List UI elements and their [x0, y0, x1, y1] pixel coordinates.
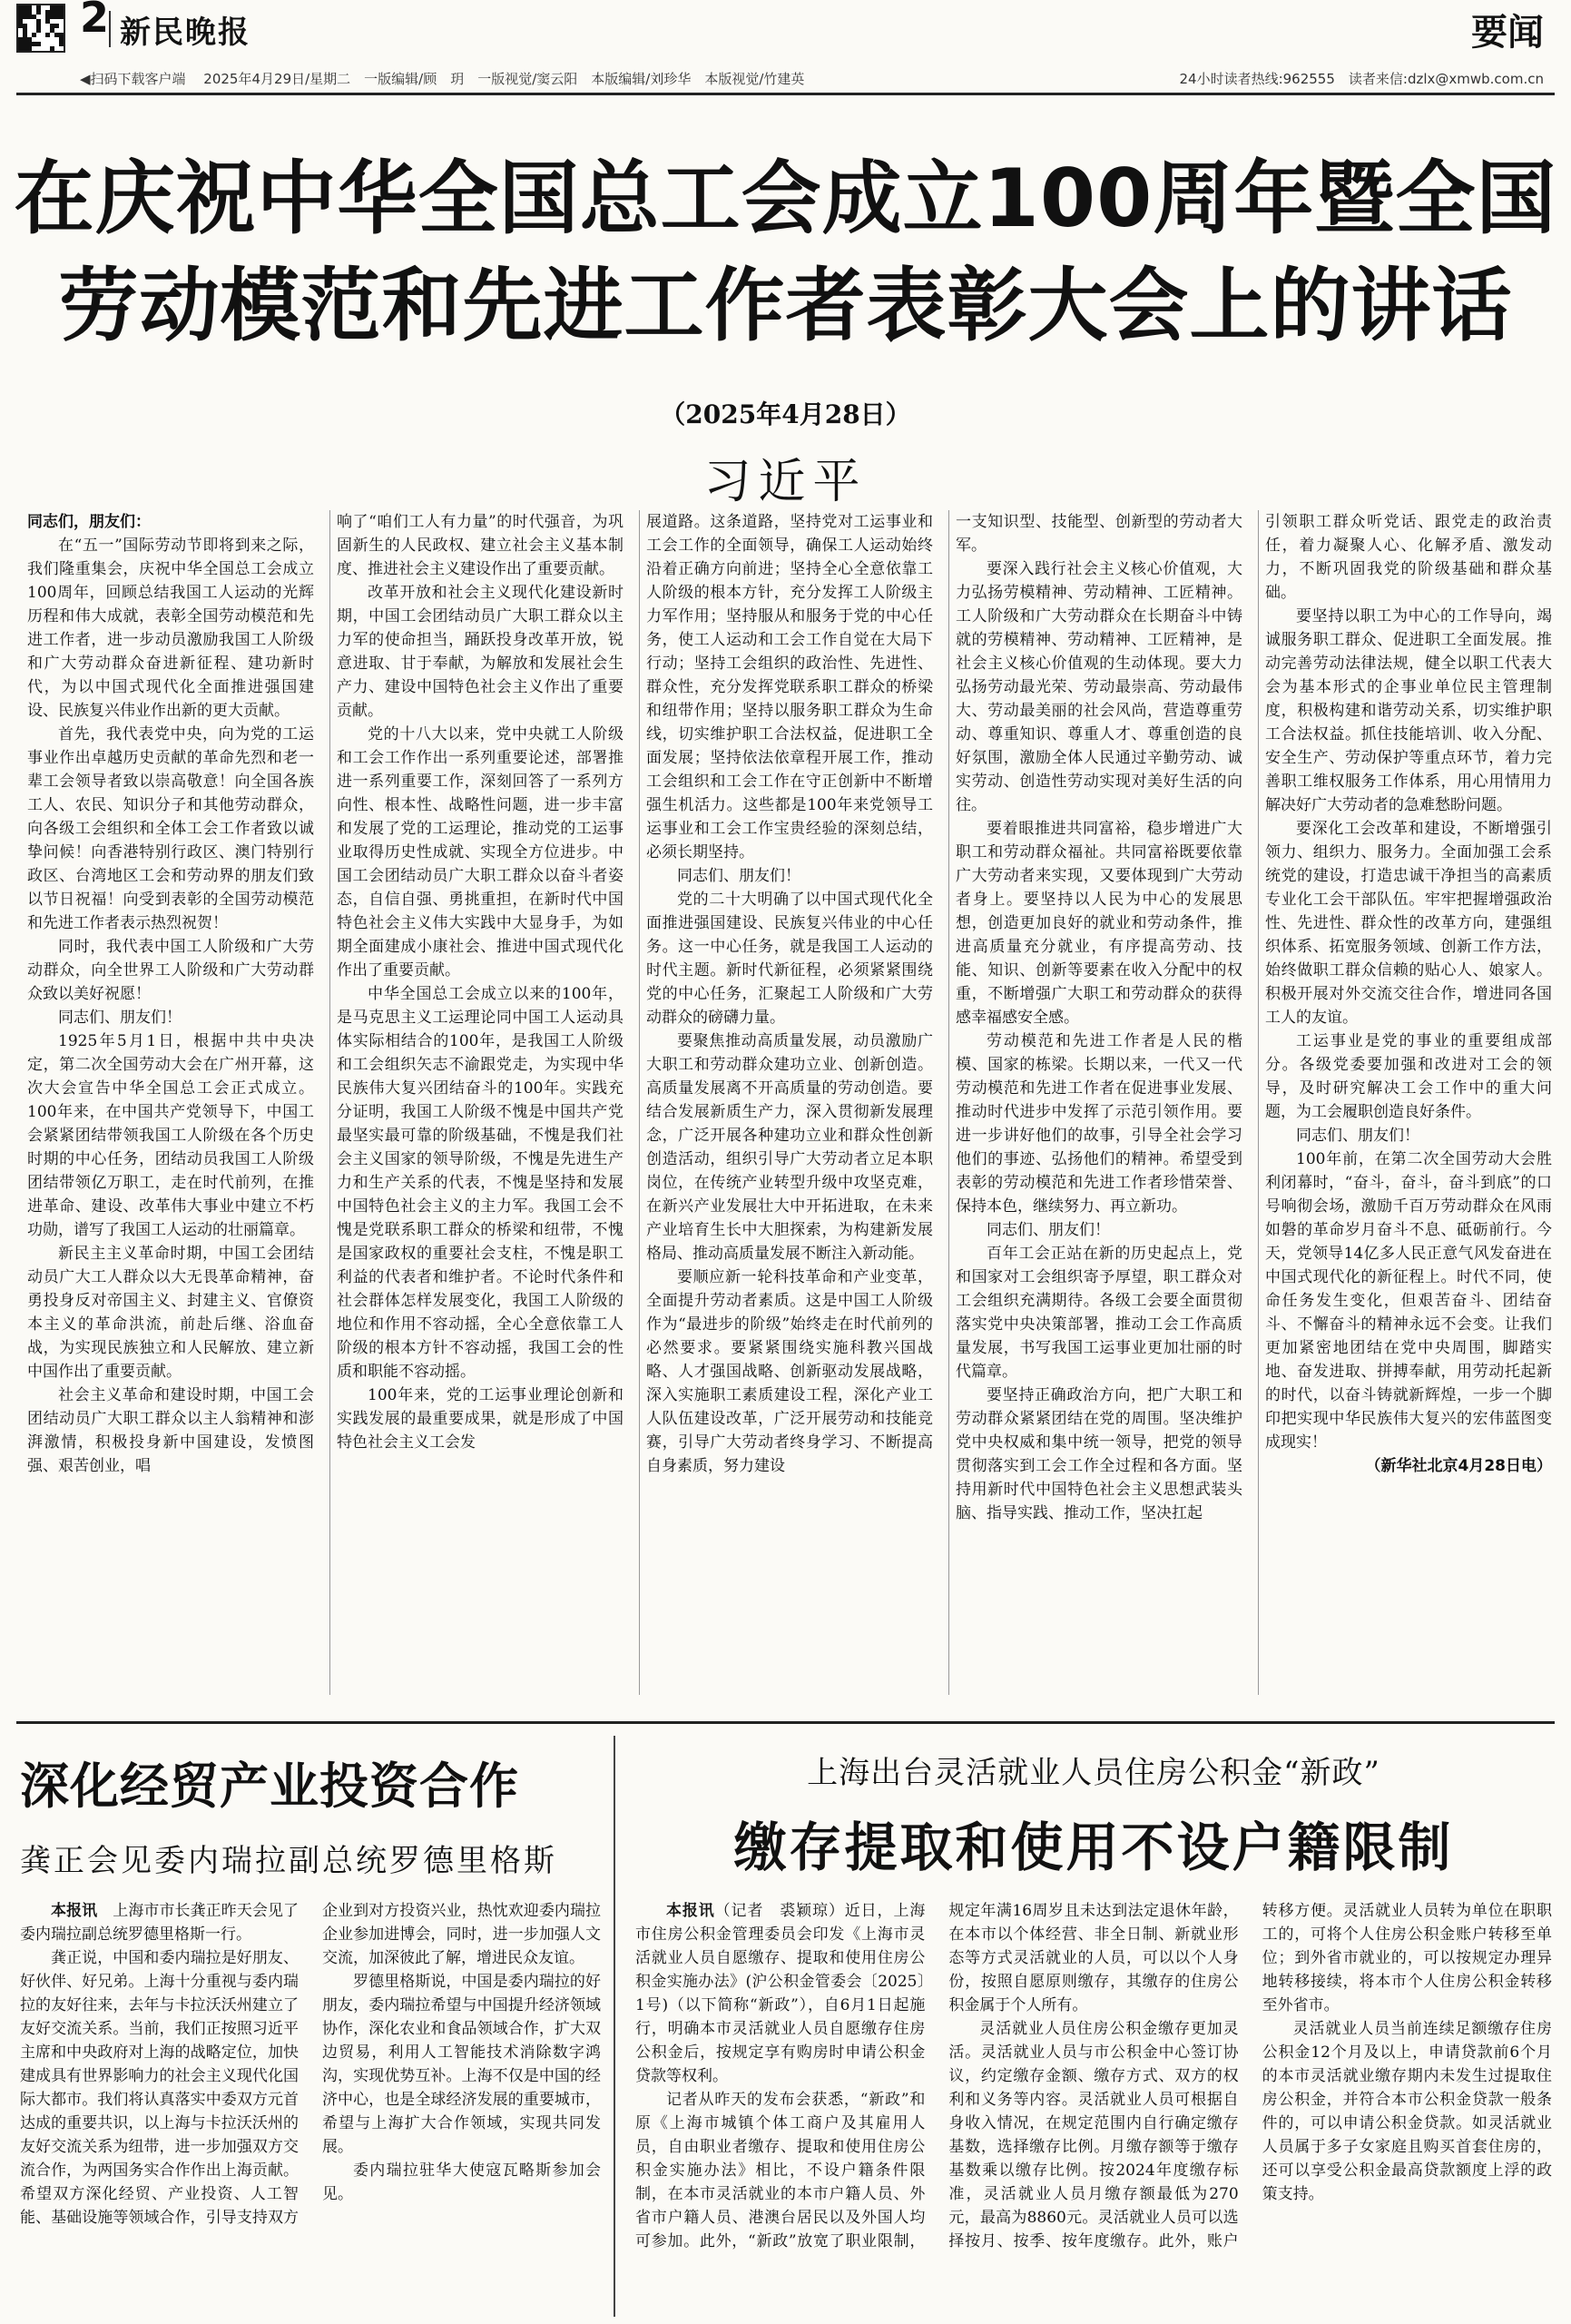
- story-divider: [614, 1736, 615, 2317]
- paragraph: [20, 1899, 299, 1946]
- speech-date: （2025年4月28日）: [660, 399, 911, 429]
- paragraph: 罗德里格斯说，中国是委内瑞拉的好朋友，委内瑞拉希望与中国提升经济领域协作，深化农业和食品领域合作，扩大双边贸易，利用人工智能技术消除数字鸿沟，实现优势互补。上海不仅是中国的经济中心，也是全球经济发展的重要城市，希望与上海扩大合作领域，实现共同发展。: [322, 1973, 601, 2156]
- paragraph: 改革开放和社会主义现代化建设新时期，中国工会团结动员广大职工群众以主力军的使命担当，踊跃投身改革开放，锐意进取、甘于奉献，为解放和发展社会生产力、建设中国特色社会主义作出了重要贡献。: [337, 584, 623, 720]
- story2-para-text: 近日，上海市住房公积金管理委员会印发《上海市灵活就业人员自愿缴存、提取和使用住房公积金实施办法》(沪公积金管委会〔2025〕1号)（以下简称“新政”），自6月1日起施行，明确本市灵活就业人员自愿缴存住房公积金后，按规定享有购房时申请公积金贷款等权利。: [635, 1902, 926, 2085]
- paragraph: 同志们、朋友们！: [987, 1221, 1110, 1239]
- story2-lead: 本报讯: [666, 1902, 715, 1920]
- qr-module: [36, 28, 41, 33]
- paragraph: 同志们、朋友们！: [1296, 1127, 1419, 1145]
- paragraph: 展道路。这条道路，坚持党对工运事业和工会工作的全面领导，确保工人运动始终沿着正确方向前进；坚持全心全意依靠工人阶级的根本方针，充分发挥工人阶级主力军作用；坚持服从和服务于党的中心任务，使工人运动和工会工作自觉在大局下行动；坚持工会组织的政治性、先进性、群众性，充分发挥党联系职工群众的桥梁和纽带作用；坚持以服务职工群众为生命线，切实维护职工合法权益，促进职工全面发展；坚持依法依章程开展工作，推动工会组织和工会工作在守正创新中不断增强生机活力。这些都是100年来党领导工运事业和工会工作宝贵经验的深刻总结，必须长期坚持。: [646, 513, 933, 862]
- paragraph: 要顺应新一轮科技革命和产业变革，全面提升劳动者素质。这是中国工人阶级作为“最进步的阶级”始终走在时代前列的必然要求。要紧紧围绕实施科教兴国战略、人才强国战略、创新驱动发展战略，深入实施职工素质建设工程，深化产业工人队伍建设改革，广泛开展劳动和技能竞赛，引导广大劳动者终身学习、不断提高自身素质，努力建设: [646, 1268, 933, 1475]
- speech-column-4: [956, 510, 1242, 1695]
- paragraph: 要深化工会改革和建设，不断增强引领力、组织力、服务力。全面加强工会系统党的建设，打造忠诚干净担当的高素质专业化工会干部队伍。牢牢把握增强政治性、先进性、群众性的改革方向，建强组织体系、拓宽服务领域、创新工作方法，始终做职工群众信赖的贴心人、娘家人。积极开展对外交流交往合作，增进同各国工人的友谊。: [1265, 820, 1552, 1027]
- salutation: 同志们，朋友们：: [27, 513, 151, 531]
- speech-body: [27, 510, 1552, 1695]
- paragraph: 党的十八大以来，党中央就工人阶级和工会工作作出一系列重要论述，部署推进一系列重要工作，深刻回答了一系列方向性、根本性、战略性问题，进一步丰富和发展了党的工运理论，推动党的工运事业取得历史性成就、实现全方位进步。中国工会团结动员广大职工群众以奋斗者姿态，自信自强、勇挑重担，在新时代中国特色社会主义伟大实践中大显身手，为如期全面建成小康社会、推进中国式现代化作出了重要贡献。: [337, 725, 623, 980]
- paragraph: 要坚持正确政治方向，把广大职工和劳动群众紧紧团结在党的周围。坚决维护党中央权威和集中统一领导，把党的领导贯彻落实到工会工作全过程和各方面。坚持用新时代中国特色社会主义思想武装头脑、指导实践、推动工作，坚决扛起: [956, 1386, 1242, 1522]
- section-rule: [16, 1721, 1555, 1724]
- masthead-rule: [16, 93, 1555, 95]
- paragraph: 要着眼推进共同富裕，稳步增进广大职工和劳动群众福祉。共同富裕既要依靠广大劳动者来实现，又要体现到广大劳动者身上。要坚持以人民为中心的发展思想，创造更加良好的就业和劳动条件，推进高质量充分就业，有序提高劳动、技能、知识、创新等要素在收入分配中的权重，不断增强广大职工和劳动群众的获得感幸福感安全感。: [956, 820, 1242, 1027]
- speech-column-1: [27, 510, 314, 1695]
- speech-column-2: [337, 510, 623, 1695]
- speech-column-5: [1265, 510, 1552, 1695]
- paragraph: 党的二十大明确了以中国式现代化全面推进强国建设、民族复兴伟业的中心任务。这一中心任务，就是我国工人运动的时代主题。新时代新征程，必须紧紧围绕党的中心任务，汇聚起工人阶级和广大劳动群众的磅礴力量。: [646, 891, 933, 1027]
- story2-kicker: 上海出台灵活就业人员住房公积金“新政”: [807, 1755, 1380, 1791]
- section-title: 要闻: [1471, 12, 1544, 54]
- paragraph: 一支知识型、技能型、创新型的劳动者大军。: [956, 513, 1242, 555]
- story1-title: 深化经贸产业投资合作: [20, 1758, 519, 1815]
- column-divider: [948, 510, 949, 1695]
- story2-body: [635, 1899, 1552, 2317]
- story1-para-text: 上海市市长龚正昨天会见了委内瑞拉副总统罗德里格斯一行。: [20, 1902, 299, 1944]
- paragraph: 灵活就业人员当前连续足额缴存住房公积金12个月及以上，申请贷款前6个月的本市灵活就业缴存期内未发生过提取住房公积金，并符合本市公积金贷款一般条件的，可以申请公积金贷款。如灵活就业人员属于多子女家庭且购买首套住房的，还可以享受公积金最高贷款额度上浮的政策支持。: [1262, 2020, 1552, 2203]
- paragraph: 100年前，在第二次全国劳动大会胜利闭幕时，“奋斗，奋斗，奋斗到底”的口号响彻会场，激励千百万劳动群众在风雨如磐的革命岁月奋斗不息、砥砺前行。今天，党领导14亿多人民正意气风发奋进在中国式现代化的新征程上。时代不同，使命任务发生变化，但艰苦奋斗、团结奋斗、不懈奋斗的精神永远不会变。让我们更加紧密地团结在党中央周围，脚踏实地、奋发进取、拼搏奉献，用劳动托起新的时代，以奋斗铸就新辉煌，一步一个脚印把实现中华民族伟大复兴的宏伟蓝图变成现实！: [1265, 1150, 1552, 1452]
- paragraph: 委内瑞拉驻华大使寇瓦略斯参加会见。: [322, 2162, 601, 2203]
- paragraph: 新民主主义革命时期，中国工会团结动员广大工人群众以大无畏革命精神，奋勇投身反对帝国主义、封建主义、官僚资本主义的革命洪流，前赴后继、浴血奋战，为实现民族独立和人民解放、建立新中国作出了重要贡献。: [27, 1245, 314, 1381]
- paragraph: 中华全国总工会成立以来的100年，是马克思主义工运理论同中国工人运动具体实际相结合的100年，是我国工人阶级和工会组织矢志不渝跟党走，为实现中华民族伟大复兴团结奋斗的100年。实践充分证明，我国工人阶级不愧是中国共产党最坚实最可靠的阶级基础，不愧是我们社会主义国家的领导阶级，不愧是先进生产力和生产关系的代表，不愧是坚持和发展中国特色社会主义的主力军。我国工会不愧是党联系职工群众的桥梁和纽带，不愧是国家政权的重要社会支柱，不愧是职工利益的代表者和维护者。不论时代条件和社会群体怎样发展变化，我国工人阶级的地位和作用不容动摇，全心全意依靠工人阶级的根本方针不容动摇，我国工会的性质和职能不容动摇。: [337, 985, 623, 1381]
- qr-module: [27, 46, 32, 51]
- paragraph: 1925年5月1日，根据中共中央决定，第二次全国劳动大会在广州开幕，这次大会宣告中华全国总工会正式成立。100年来，在中国共产党领导下，中国工会紧紧团结带领我国工人阶级在各个历史时期的中心任务，团结动员我国工人阶级团结带领亿万职工，走在时代前列，在推进革命、建设、改革伟大事业中建立不朽功勋，谱写了我国工人运动的壮丽篇章。: [27, 1032, 314, 1239]
- newspaper-brand: 新民晚报: [120, 15, 250, 51]
- qr-module: [36, 42, 41, 46]
- paragraph: 在“五一”国际劳动节即将到来之际，我们隆重集会，庆祝中华全国总工会成立100周年，回顾总结我国工人运动的光辉历程和伟大成就，表彰全国劳动模范和先进工作者，进一步动员激励我国工人阶级和广大劳动群众奋进新征程、建功新时代，为以中国式现代化全面推进强国建设、民族复兴伟业作出新的更大贡献。: [27, 537, 314, 720]
- qr-module: [36, 10, 41, 15]
- paragraph: 同时，我代表中国工人阶级和广大劳动群众，向全世界工人阶级和广大劳动群众致以美好祝愿！: [27, 938, 314, 1003]
- qr-code[interactable]: [16, 4, 65, 53]
- story2-title: 缴存提取和使用不设户籍限制: [733, 1817, 1454, 1878]
- story1-body: [20, 1899, 601, 2317]
- speech-author: 习近平: [703, 455, 868, 509]
- paragraph: 同志们、朋友们！: [58, 1009, 182, 1027]
- reader-contact: 24小时读者热线:962555 读者来信:dzlx@xmwb.com.cn: [1179, 71, 1544, 87]
- page-number: 2: [80, 0, 110, 42]
- paragraph: 龚正说，中国和委内瑞拉是好朋友、好伙伴、好兄弟。上海十分重视与委内瑞拉的友好往来，去年与卡拉沃沃州建立了友好交流关系。当前，我们正按照习近平主席和中央政府对上海的战略定位，加快建成具有世界影响力的社会主义现代化国际大都市。我们将认真落实中委双方元首达成的重要共识，以上海与卡拉沃沃州的友好交流关系为纽带，进一步加强双方交流合作，为两国务实合作作出上海贡献。希望双方深化经贸、产业投资、人工智能、基础设施等领域合作，引导支持双方企业到对方投资兴业，热忱欢迎委内瑞拉企业参加进博会，同时，进一步加强人文交流，加深彼此了解，增进民众友谊。: [20, 1902, 601, 2227]
- paragraph: 劳动模范和先进工作者是人民的楷模、国家的栋梁。长期以来，一代又一代劳动模范和先进工作者在促进事业发展、推动时代进步中发挥了示范引领作用。要进一步讲好他们的故事，引导全社会学习他们的事迹、弘扬他们的精神。希望受到表彰的劳动模范和先进工作者珍惜荣誉、保持本色，继续努力、再立新功。: [956, 1032, 1242, 1216]
- qr-module: [54, 24, 59, 28]
- story1-subtitle: 龚正会见委内瑞拉副总统罗德里格斯: [20, 1843, 557, 1879]
- column-divider: [1258, 510, 1259, 1695]
- qr-module: [32, 33, 36, 37]
- qr-module: [45, 33, 50, 37]
- paragraph: 要深入践行社会主义核心价值观，大力弘扬劳模精神、劳动精神、工匠精神。工人阶级和广大劳动群众在长期奋斗中铸就的劳模精神、劳动精神、工匠精神，是社会主义核心价值观的生动体现。要大力弘扬劳动最光荣、劳动最崇高、劳动最伟大、劳动最美丽的社会风尚，营造尊重劳动、尊重知识、尊重人才、尊重创造的良好氛围，激励全体人民通过辛勤劳动、诚实劳动、创造性劳动实现对美好生活的向往。: [956, 560, 1242, 814]
- paragraph: 引领职工群众听党话、跟党走的政治责任，着力凝聚人心、化解矛盾、激发动力，不断巩固我党的阶级基础和群众基础。: [1265, 513, 1552, 602]
- speech-column-3: [646, 510, 933, 1695]
- qr-module: [50, 46, 54, 51]
- paragraph: 社会主义革命和建设时期，中国工会团结动员广大职工群众以主人翁精神和澎湃激情，积极投身新中国建设，发愤图强、艰苦创业，唱: [27, 1386, 314, 1475]
- paragraph: 工运事业是党的事业的重要组成部分。各级党委要加强和改进对工会的领导，及时研究解决工会工作中的重大问题，为工会履职创造良好条件。: [1265, 1032, 1552, 1121]
- story2-byline: （记者 裘颖琼）: [714, 1902, 845, 1920]
- paragraph: [635, 1899, 925, 2088]
- column-divider: [639, 510, 640, 1695]
- paragraph: 要聚焦推动高质量发展，动员激励广大职工和劳动群众建功立业、创新创造。高质量发展离不开高质量的劳动创造。要结合发展新质生产力，深入贯彻新发展理念，广泛开展各种建功立业和群众性创新创造活动，组织引导广大劳动者立足本职岗位，在传统产业转型升级中攻坚克难，在新兴产业发展壮大中开拓进取，在未来产业培育生长中大胆探索，为构建新发展格局、推动高质量发展不断注入新动能。: [646, 1032, 933, 1263]
- paragraph: 首先，我代表党中央，向为党的工运事业作出卓越历史贡献的革命先烈和老一辈工会领导者致以崇高敬意！向全国各族工人、农民、知识分子和其他劳动群众，向各级工会组织和全体工会工作者致以诚挚问候！向香港特别行政区、澳门特别行政区、台湾地区工会和劳动界的朋友们致以节日祝福！向受到表彰的全国劳动模范和先进工作者表示热烈祝贺！: [27, 725, 314, 932]
- headline-line-1: 在庆祝中华全国总工会成立100周年暨全国: [14, 152, 1557, 245]
- qr-module: [59, 42, 64, 46]
- qr-module: [59, 15, 64, 19]
- paragraph: 同志们、朋友们！: [677, 867, 800, 885]
- paragraph: 100年来，党的工运事业理论创新和实践发展的最重要成果，就是形成了中国特色社会主义工会发: [337, 1386, 623, 1452]
- edition-info: ◀扫码下载客户端 2025年4月29日/星期二 一版编辑/顾 玥 一版视觉/窦云阳 本版编辑/刘珍华 本版视觉/竹建英: [80, 71, 805, 87]
- main-headline: [0, 145, 1571, 359]
- paragraph: 记者从昨天的发布会获悉，“新政”和原《上海市城镇个体工商户及其雇用人员，自由职业者缴存、提取和使用住房公积金实施办法》相比，不设户籍条件限制，在本市灵活就业的本市户籍人员、外省市户籍人员、港澳台居民以及外国人均可参加。此外，“新政”放宽了职业限制，规定年满16周岁且未达到法定退休年龄，在本市以个体经营、非全日制、新就业形态等方式灵活就业的人员，可以以个人身份，按照自愿原则缴存，其缴存的住房公积金属于个人所有。: [635, 1902, 1239, 2250]
- signoff: （新华社北京4月28日电）: [1365, 1457, 1552, 1475]
- story1-lead: 本报讯: [51, 1902, 98, 1920]
- paragraph: 要坚持以职工为中心的工作导向，竭诚服务职工群众、促进职工全面发展。推动完善劳动法律法规，健全以职工代表大会为基本形式的企事业单位民主管理制度，积极构建和谐劳动关系，切实维护职工合法权益。抓住技能培训、收入分配、安全生产、劳动保护等重点环节，着力完善职工维权服务工作体系，用心用情用力解决好广大劳动者的急难愁盼问题。: [1265, 607, 1552, 814]
- paragraph: 响了“咱们工人有力量”的时代强音，为巩固新生的人民政权、建立社会主义基本制度、推进社会主义建设作出了重要贡献。: [337, 513, 623, 578]
- masthead-divider: [109, 11, 111, 47]
- paragraph: 灵活就业人员住房公积金缴存更加灵活。灵活就业人员与市公积金中心签订协议，约定缴存金额、缴存方式、双方的权利和义务等内容。灵活就业人员可根据自身收入情况，在规定范围内自行确定缴存基数，选择缴存比例。月缴存额等于缴存基数乘以缴存比例。按2024年度缴存标准，灵活就业人员月缴存额最低为270元，最高为8860元。灵活就业人员可以选择按月、按季、按年度缴存。此外，账户转移方便。灵活就业人员转为单位在职职工的，可将个人住房公积金账户转移至单位；到外省市就业的，可以按规定办理异地转移接续，将本市个人住房公积金转移至外省市。: [948, 1902, 1552, 2250]
- column-divider: [329, 510, 330, 1695]
- headline-line-2: 劳动模范和先进工作者表彰大会上的讲话: [58, 259, 1513, 352]
- paragraph: 百年工会正站在新的历史起点上，党和国家对工会组织寄予厚望，职工群众对工会组织充满期待。各级工会要全面贯彻落实党中央决策部署，推动工会工作高质量发展，书写我国工运事业更加壮丽的时代篇章。: [956, 1245, 1242, 1381]
